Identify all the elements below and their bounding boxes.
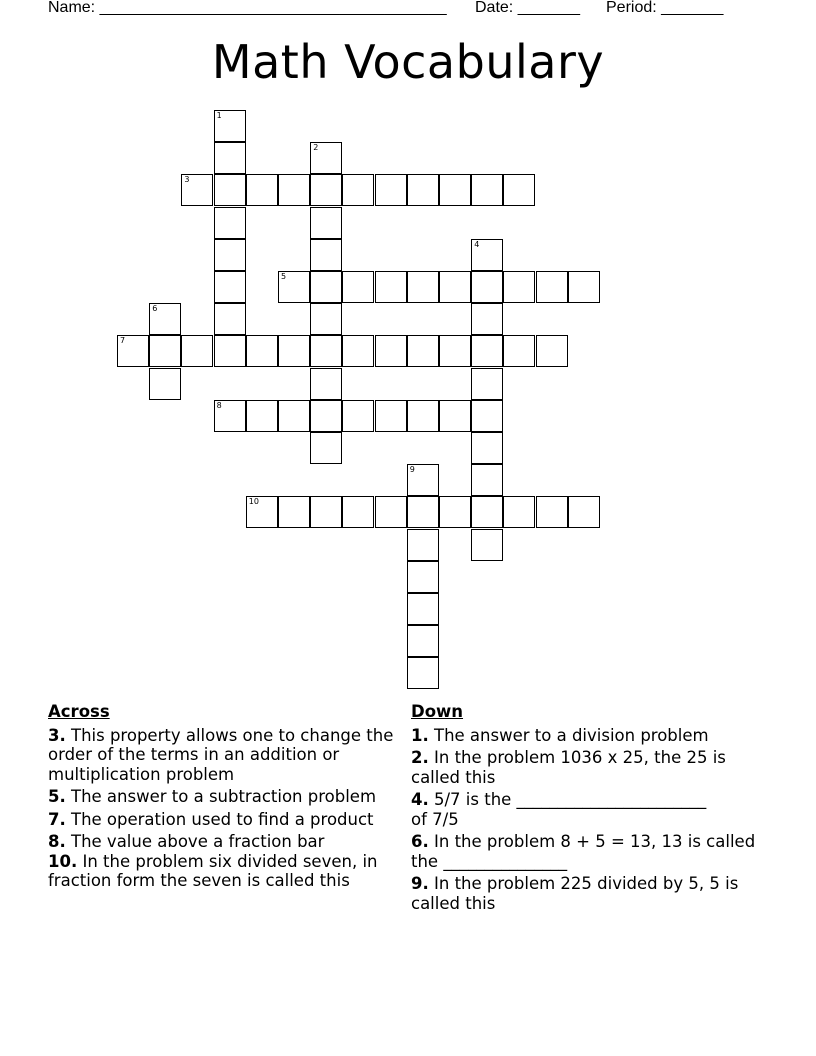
crossword-cell[interactable] (278, 400, 310, 432)
crossword-cell[interactable] (439, 174, 471, 206)
crossword-cell[interactable] (471, 400, 503, 432)
down-clue (411, 832, 756, 871)
period-field[interactable]: Period: _______ (606, 0, 724, 16)
clue-number-label: 6 (152, 304, 158, 314)
crossword-cell[interactable] (214, 400, 246, 432)
crossword-cell[interactable] (181, 335, 213, 367)
crossword-cell[interactable] (439, 496, 471, 528)
crossword-cell[interactable] (471, 464, 503, 496)
crossword-cell[interactable] (503, 271, 535, 303)
clue-number: 2. (411, 748, 429, 767)
crossword-cell[interactable] (536, 271, 568, 303)
crossword-cell[interactable] (471, 368, 503, 400)
crossword-cell[interactable] (278, 271, 310, 303)
crossword-cell[interactable] (310, 174, 342, 206)
clue-text: In the problem 1036 x 25, the 25 is called this (411, 748, 726, 787)
crossword-cell[interactable] (407, 593, 439, 625)
crossword-cell[interactable] (375, 335, 407, 367)
crossword-cell[interactable] (407, 657, 439, 689)
crossword-cell[interactable] (310, 207, 342, 239)
crossword-cell[interactable] (471, 271, 503, 303)
across-clues (48, 702, 408, 894)
clue-number: 5. (48, 787, 66, 806)
clue-text: The value above a fraction bar (71, 832, 325, 851)
crossword-cell[interactable] (214, 142, 246, 174)
across-clue (48, 726, 408, 785)
crossword-cell[interactable] (375, 174, 407, 206)
crossword-cell[interactable] (375, 271, 407, 303)
crossword-cell[interactable] (471, 335, 503, 367)
clue-text: In the problem 225 divided by 5, 5 is called this (411, 874, 739, 913)
across-clue (48, 787, 408, 807)
clue-text: In the problem 8 + 5 = 13, 13 is called the _______________ (411, 832, 756, 871)
clue-number-label: 4 (474, 239, 480, 249)
crossword-cell[interactable] (407, 335, 439, 367)
clue-number-label: 3 (184, 175, 190, 185)
crossword-cell[interactable] (503, 335, 535, 367)
clue-number: 10. (48, 851, 78, 871)
crossword-cell[interactable] (246, 496, 278, 528)
crossword-cell[interactable] (149, 335, 181, 367)
clue-number: 8. (48, 832, 66, 851)
crossword-cell[interactable] (407, 271, 439, 303)
crossword-cell[interactable] (568, 496, 600, 528)
clue-number: 9. (411, 874, 429, 893)
crossword-cell[interactable] (375, 496, 407, 528)
crossword-cell[interactable] (407, 625, 439, 657)
clue-text: The operation used to find a product (71, 809, 374, 829)
clue-number-label: 1 (216, 111, 222, 120)
crossword-cell[interactable] (342, 335, 374, 367)
down-clue (411, 726, 756, 746)
clue-number-label: 8 (216, 400, 222, 410)
crossword-cell[interactable] (407, 496, 439, 528)
crossword-cell[interactable] (503, 496, 535, 528)
crossword-cell[interactable] (278, 335, 310, 367)
clue-number-label: 10 (248, 497, 259, 507)
down-heading: Down (411, 702, 464, 721)
crossword-cell[interactable] (342, 496, 374, 528)
down-clue (411, 790, 711, 829)
clue-number: 3. (48, 725, 66, 745)
down-clues (411, 702, 756, 916)
crossword-cell[interactable] (310, 142, 342, 174)
crossword-cell[interactable] (439, 271, 471, 303)
crossword-cell[interactable] (310, 432, 342, 464)
crossword-cell[interactable] (342, 271, 374, 303)
down-clue (411, 874, 756, 913)
clue-number: 6. (411, 832, 429, 851)
crossword-cell[interactable] (214, 271, 246, 303)
across-heading: Across (48, 702, 110, 721)
crossword-cell[interactable] (310, 239, 342, 271)
clue-number-label: 9 (409, 465, 415, 475)
crossword-cell[interactable] (278, 174, 310, 206)
crossword-cell[interactable] (471, 432, 503, 464)
crossword-cell[interactable] (246, 174, 278, 206)
clue-number: 1. (411, 725, 429, 745)
crossword-cell[interactable] (471, 303, 503, 335)
crossword-cell[interactable] (214, 303, 246, 335)
crossword-cell[interactable] (214, 335, 246, 367)
crossword-cell[interactable] (310, 400, 342, 432)
crossword-cell[interactable] (214, 110, 246, 142)
crossword-cell[interactable] (471, 496, 503, 528)
clue-text: The answer to a subtraction problem (71, 787, 377, 806)
across-clue (48, 832, 408, 852)
clue-text: The answer to a division problem (434, 725, 709, 745)
crossword-cell[interactable] (149, 368, 181, 400)
crossword-cell[interactable] (149, 303, 181, 335)
crossword-cell[interactable] (342, 400, 374, 432)
clue-number-label: 2 (313, 143, 319, 153)
crossword-cell[interactable] (214, 239, 246, 271)
crossword-cell[interactable] (471, 239, 503, 271)
crossword-cell[interactable] (214, 174, 246, 206)
crossword-cell[interactable] (246, 335, 278, 367)
name-field[interactable]: Name: _______________________________________ (48, 0, 447, 16)
crossword-cell[interactable] (536, 335, 568, 367)
crossword-cell[interactable] (471, 174, 503, 206)
crossword-cell[interactable] (407, 529, 439, 561)
crossword-cell[interactable] (181, 174, 213, 206)
crossword-cell[interactable] (471, 529, 503, 561)
crossword-cell[interactable] (407, 561, 439, 593)
across-clue (48, 810, 408, 830)
clue-text: This property allows one to change the order of the terms in an addition or multiplication problem (48, 725, 394, 784)
clue-number-label: 5 (281, 272, 287, 281)
across-clue (48, 852, 408, 891)
crossword-cell[interactable] (310, 271, 342, 303)
crossword-cell[interactable] (439, 400, 471, 432)
crossword-cell[interactable] (278, 496, 310, 528)
clue-number-label: 7 (120, 336, 126, 346)
crossword-cell[interactable] (310, 303, 342, 335)
crossword-cell[interactable] (568, 271, 600, 303)
crossword-cell[interactable] (407, 174, 439, 206)
crossword-cell[interactable] (117, 335, 149, 367)
clue-text: In the problem six divided seven, in fraction form the seven is called this (48, 851, 378, 890)
clue-number: 4. (411, 790, 429, 809)
crossword-cell[interactable] (536, 496, 568, 528)
crossword-cell[interactable] (214, 207, 246, 239)
down-clue (411, 748, 756, 787)
clue-number: 7. (48, 809, 66, 829)
page-title: Math Vocabulary (211, 35, 605, 89)
crossword-cell[interactable] (310, 368, 342, 400)
crossword-cell[interactable] (439, 335, 471, 367)
crossword-cell[interactable] (503, 174, 535, 206)
crossword-cell[interactable] (310, 496, 342, 528)
crossword-cell[interactable] (407, 464, 439, 496)
crossword-cell[interactable] (407, 400, 439, 432)
crossword-cell[interactable] (310, 335, 342, 367)
crossword-cell[interactable] (246, 400, 278, 432)
crossword-cell[interactable] (375, 400, 407, 432)
clue-text: 5/7 is the _______________________ of 7/5 (411, 790, 707, 829)
crossword-cell[interactable] (342, 174, 374, 206)
date-field[interactable]: Date: _______ (475, 0, 580, 16)
